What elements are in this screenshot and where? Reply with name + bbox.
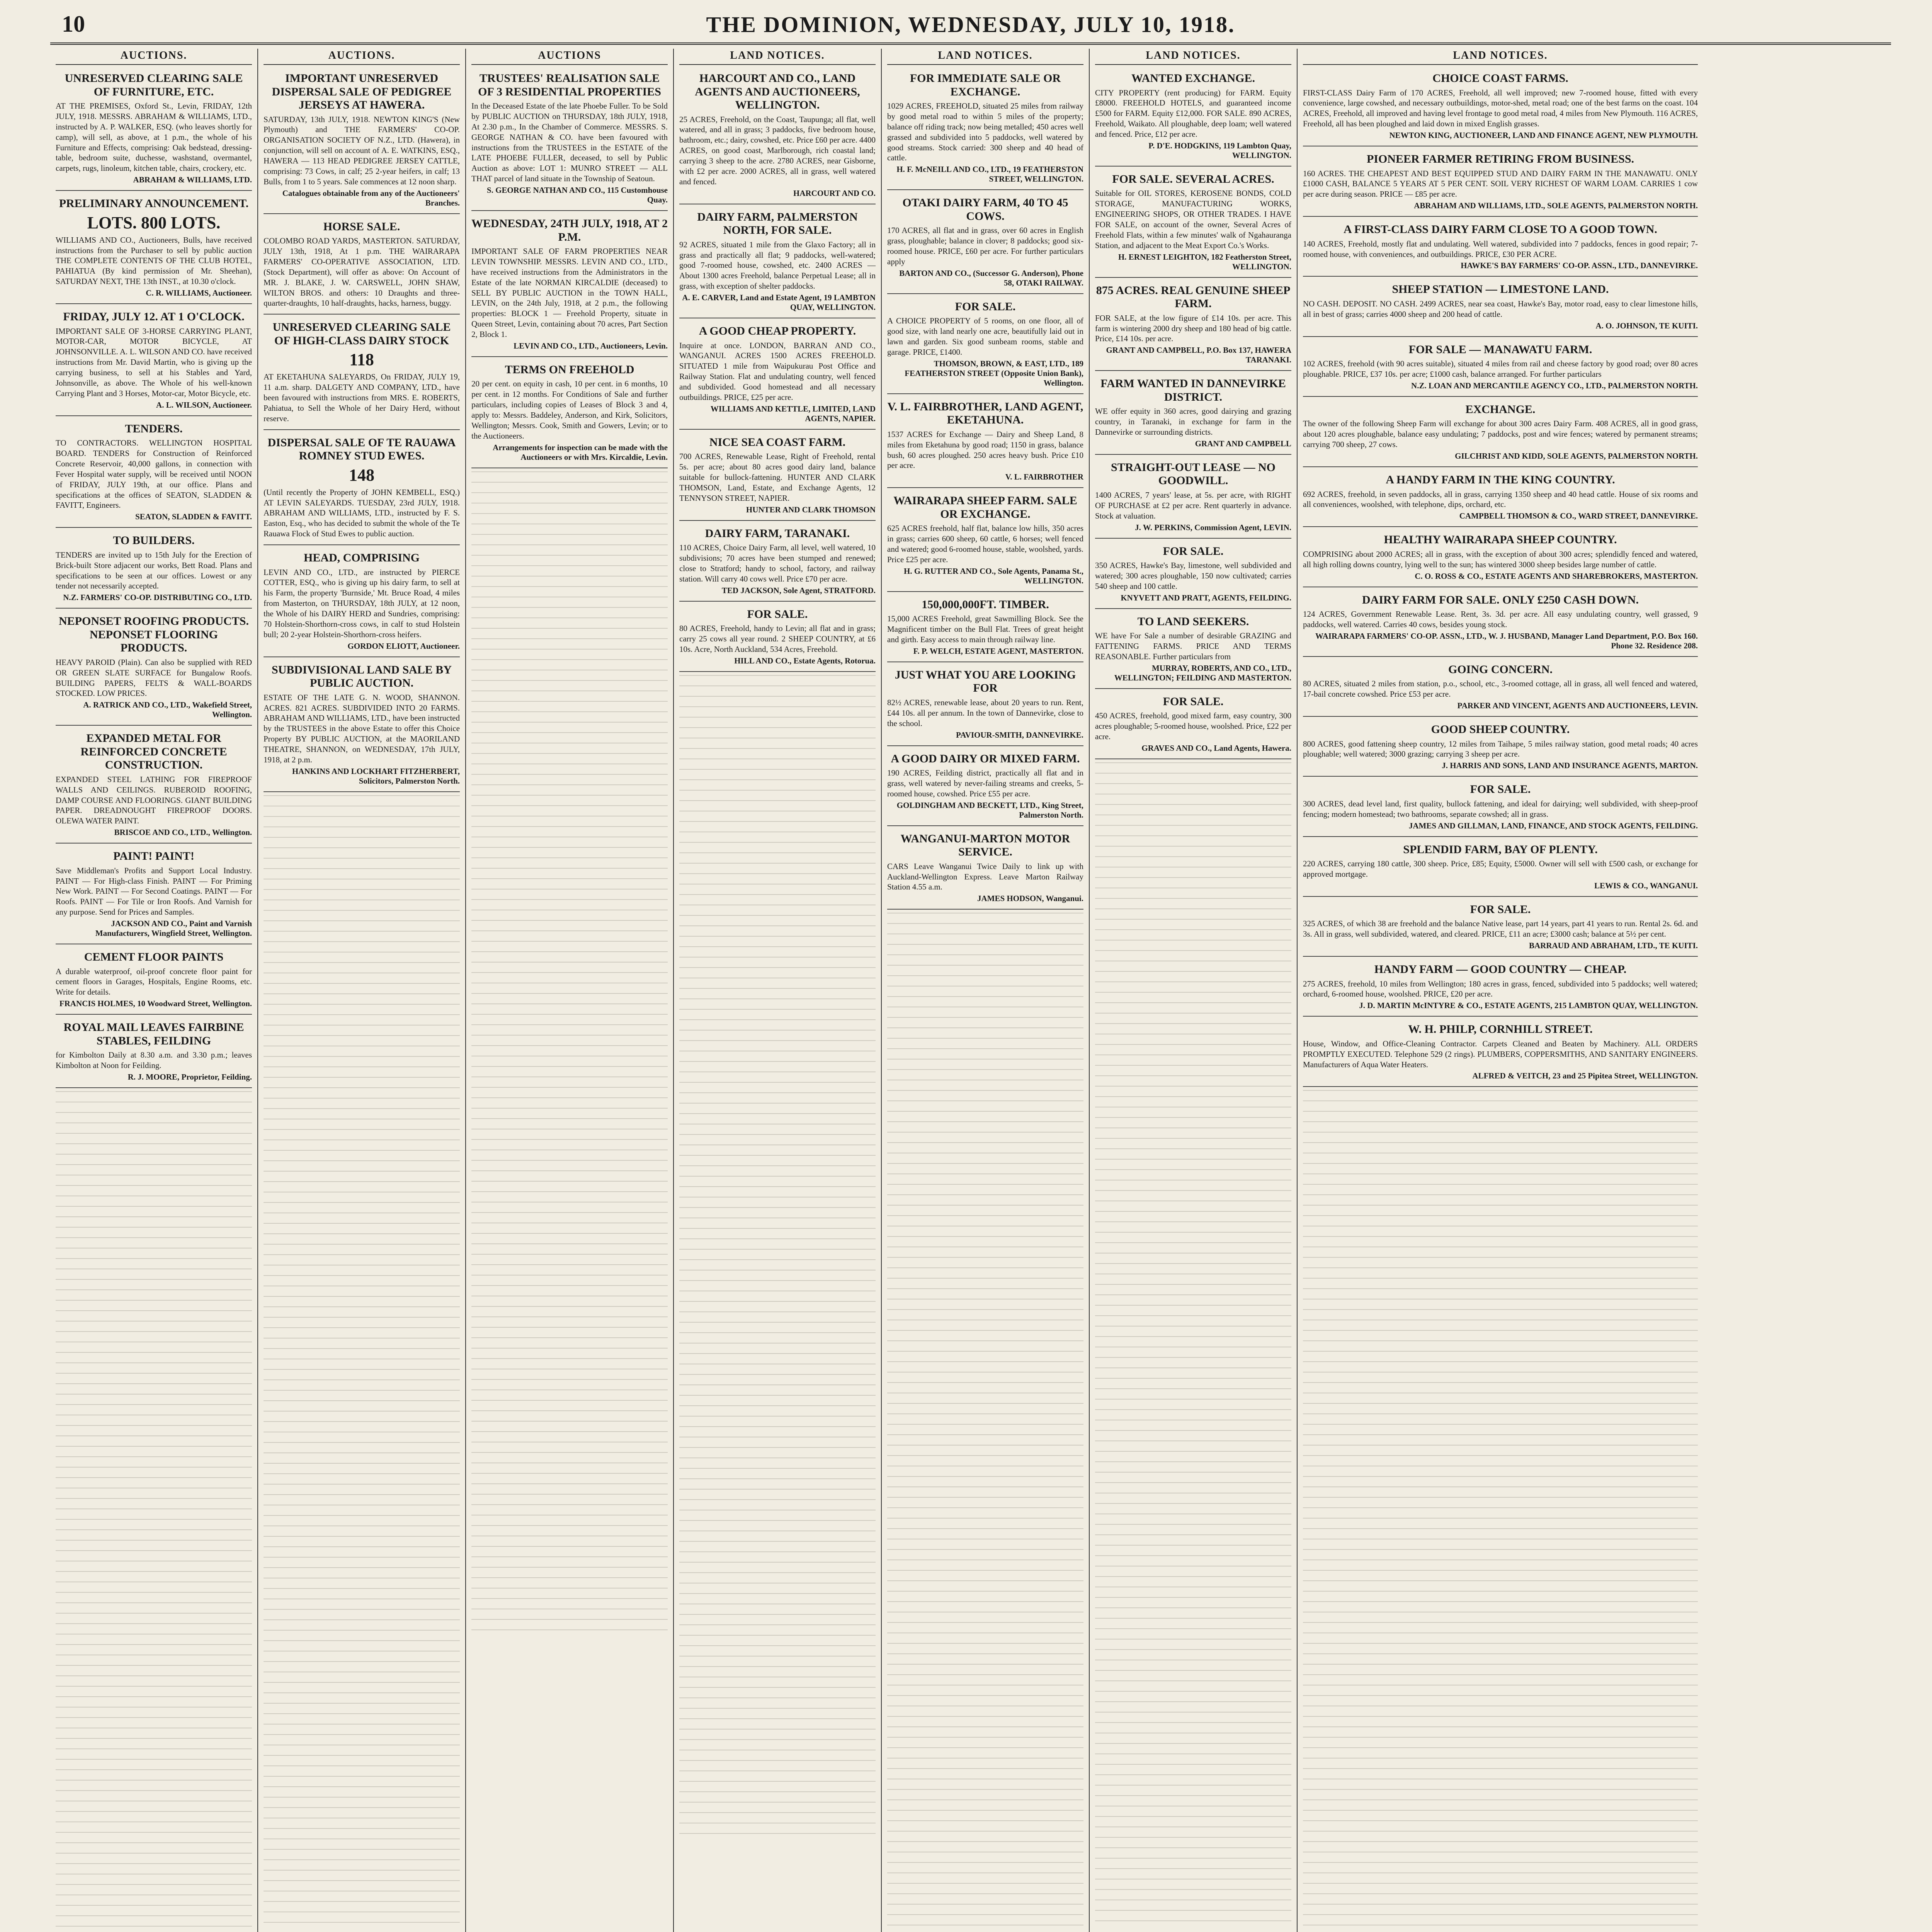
ad-body: 80 ACRES, Freehold, handy to Levin; all flat and in grass; carry 25 cows all year round. 2 SHEEP COUNTRY, at £6 10s. Acre, North Auckland, 534 Acres, Freehold. — [679, 624, 876, 654]
advertisement — [887, 69, 1083, 190]
ad-body: A durable waterproof, oil-proof concrete floor paint for cement floors in Garages, Hospitals, Engine Rooms, etc. Write for details. — [56, 966, 252, 997]
advertisement — [887, 595, 1083, 662]
advertisement — [1303, 220, 1698, 277]
ad-heading: SUBDIVISIONAL LAND SALE BY PUBLIC AUCTION. — [272, 663, 452, 690]
body-text-lines — [56, 1091, 252, 1932]
ad-heading: V. L. FAIRBROTHER, LAND AGENT, EKETAHUNA. — [887, 400, 1083, 427]
ad-signature: WILLIAMS AND KETTLE, LIMITED, LAND AGENTS, NAPIER. — [710, 404, 876, 423]
ad-heading: IMPORTANT UNRESERVED DISPERSAL SALE OF PEDIGREE JERSEYS AT HAWERA. — [272, 72, 452, 111]
ad-heading: DAIRY FARM, PALMERSTON NORTH, FOR SALE. — [697, 210, 858, 237]
advertisement — [264, 318, 460, 430]
column-heading: LAND NOTICES. — [1303, 49, 1698, 65]
ad-heading: SHEEP STATION — LIMESTONE LAND. — [1392, 283, 1609, 296]
ad-body: (Until recently the Property of JOHN KEMBELL, ESQ.) AT LEVIN SALEYARDS. TUESDAY, 23rd JULY, 1918. ABRAHAM AND WILLIAMS, LTD., instructed by F. S. Easton, Esq., who has decided to submit the whole of the Te Rauawa Flock of Stud Ewes to public auction. — [264, 487, 460, 539]
ad-body: 450 ACRES, freehold, good mixed farm, easy country, 300 acres ploughable; 5-roomed house, woolshed. Price, £22 per acre. — [1095, 711, 1291, 741]
advertisement — [56, 194, 252, 304]
ad-heading: STRAIGHT-OUT LEASE — NO GOODWILL. — [1111, 461, 1276, 487]
ad-heading: CHOICE COAST FARMS. — [1432, 72, 1568, 85]
ad-signature: HANKINS AND LOCKHART FITZHERBERT, Solicitors, Palmerston North. — [292, 766, 460, 786]
ad-heading: HEALTHY WAIRARAPA SHEEP COUNTRY. — [1384, 533, 1617, 546]
ad-heading: DISPERSAL SALE OF TE RAUAWA ROMNEY STUD EWES. — [267, 436, 456, 463]
ad-heading: A FIRST-CLASS DAIRY FARM CLOSE TO A GOOD TOWN. — [1344, 223, 1657, 236]
advertisement — [1303, 530, 1698, 587]
ad-heading: FOR IMMEDIATE SALE OR EXCHANGE. — [910, 72, 1061, 98]
ad-signature: JACKSON AND CO., Paint and Varnish Manufacturers, Wingfield Street, Wellington. — [95, 919, 252, 938]
ad-signature: ALFRED & VEITCH, 23 and 25 Pipitea Street, WELLINGTON. — [1472, 1071, 1698, 1081]
ad-heading: HARCOURT AND CO., LAND AGENTS AND AUCTIONEERS, WELLINGTON. — [695, 72, 860, 111]
ad-body: In the Deceased Estate of the late Phoebe Fuller. To be Sold by PUBLIC AUCTION on THURSDAY, 18th JULY, 1918, At 2.30 p.m., In the Chamber of Commerce. MESSRS. S. GEORGE NATHAN & CO. have been favoured with instructions from the TRUSTEES in the ESTATE of the LATE PHOEBE FULLER, deceased, to sell by Public Auction as above: LOT 1: MUNRO STREET — ALL THAT parcel of land situate in the Township of Seatoun. — [471, 101, 668, 184]
ad-signature: C. O. ROSS & CO., ESTATE AGENTS AND SHAREBROKERS, MASTERTON. — [1415, 571, 1698, 581]
ad-heading: FOR SALE. — [1163, 695, 1224, 708]
advertisement — [1095, 692, 1291, 759]
ad-signature: GILCHRIST AND KIDD, SOLE AGENTS, PALMERSTON NORTH. — [1455, 451, 1698, 461]
ad-signature: HUNTER AND CLARK THOMSON — [746, 505, 876, 514]
advertisement — [264, 217, 460, 315]
ad-body: 80 ACRES, situated 2 miles from station, p.o., school, etc., 3-roomed cottage, all in grass, all well fenced and watered, 17-bail concrete cowshed. Price £53 per acre. — [1303, 679, 1698, 699]
ad-signature: LEWIS & CO., WANGANUI. — [1594, 881, 1698, 890]
ad-heading: A GOOD DAIRY OR MIXED FARM. — [891, 752, 1080, 765]
ad-signature: TED JACKSON, Sole Agent, STRATFORD. — [721, 585, 876, 595]
ad-body: AT EKETAHUNA SALEYARDS, On FRIDAY, JULY 19, 11 a.m. sharp. DALGETY AND COMPANY, LTD., have been favoured with instructions from MRS. E. ROBERTS, Pahiatua, to Sell the Whole of her Dairy Herd, without reserve. — [264, 372, 460, 423]
ad-heading: UNRESERVED CLEARING SALE OF HIGH-CLASS DAIRY STOCK — [272, 321, 451, 347]
ad-display-figure: LOTS. 800 LOTS. — [87, 213, 221, 232]
ad-body: 102 ACRES, freehold (with 90 acres suitable), situated 4 miles from rail and cheese factory by good road; over 80 acres ploughable. PRICE, £37 10s. per acre; £1000 cash, balance arranged. For further particulars — [1303, 359, 1698, 379]
advertisement — [1095, 458, 1291, 539]
advertisement — [1303, 69, 1698, 146]
page-number: 10 — [62, 11, 85, 37]
ad-body: AT THE PREMISES, Oxford St., Levin, FRIDAY, 12th JULY, 1918. MESSRS. ABRAHAM & WILLIAMS, LTD., instructed by A. P. WALKER, ESQ. (who leaves shortly for camp), will sell, as above, at 1 p.m., the whole of his Furniture and Effects, comprising: Oak bedstead, dressing-table, bedroom suite, duchesse, washstand, overmantel, carpets, rugs, linoleum, kitchen table, chairs, crockery, etc. — [56, 101, 252, 173]
ad-signature: P. D'E. HODGKINS, 119 Lambton Quay, WELLINGTON. — [1148, 141, 1291, 160]
ad-body: 124 ACRES, Government Renewable Lease. Rent, 3s. 3d. per acre. All easy undulating country, well grassed, 9 paddocks, well watered. Carries 40 cows, besides young stock. — [1303, 609, 1698, 629]
ad-heading: PRELIMINARY ANNOUNCEMENT. — [59, 197, 249, 210]
ad-heading: NEPONSET ROOFING PRODUCTS. NEPONSET FLOORING PRODUCTS. — [58, 615, 249, 655]
body-text-lines — [471, 471, 668, 1631]
ad-body: 700 ACRES, Renewable Lease, Right of Freehold, rental 5s. per acre; about 80 acres good dairy land, balance suitable for bullock-fattening. HUNTER AND CLARK THOMSON, Land, Estate, and Exchange Agents, 12 TENNYSON STREET, NAPIER. — [679, 452, 876, 503]
advertisement — [887, 297, 1083, 394]
advertisement — [264, 433, 460, 545]
ad-heading: FOR SALE. — [1163, 544, 1224, 558]
advertisement — [1303, 720, 1698, 777]
columns-container — [50, 49, 1891, 1932]
ad-body: Suitable for OIL STORES, KEROSENE BONDS, COLD STORAGE, MANUFACTURING WORKS, ENGINEERING SHOPS, OR OTHER TRADES. I HAVE FOR SALE, on account of the owner, Several Acres of Freehold Flats, within a few minutes' walk of Ngahauranga Station, and adjacent to the Meat Export Co.'s Works. — [1095, 189, 1291, 250]
ad-signature: THOMSON, BROWN, & EAST, LTD., 189 FEATHERSTON STREET (Opposite Union Bank), Wellington. — [905, 359, 1083, 388]
ad-heading: HEAD, COMPRISING — [303, 551, 420, 564]
ad-heading: ROYAL MAIL LEAVES FAIRBINE STABLES, FEILDING — [63, 1021, 244, 1047]
column-heading: LAND NOTICES. — [887, 49, 1083, 65]
advertisement — [887, 193, 1083, 294]
ad-heading: FARM WANTED IN DANNEVIRKE DISTRICT. — [1100, 377, 1286, 403]
advertisement — [1095, 374, 1291, 455]
ad-heading: WEDNESDAY, 24TH JULY, 1918, AT 2 P.M. — [471, 217, 668, 243]
ad-heading: HORSE SALE. — [323, 220, 400, 233]
body-text-lines — [887, 913, 1083, 1932]
ad-body: 1029 ACRES, FREEHOLD, situated 25 miles from railway by good metal road to within 5 miles of the property; balance off riding track; now being metalled; 450 acres well grassed and subdivided into 5 paddocks, well watered by good streams. Stock carried: 300 sheep and 40 head of cattle. — [887, 101, 1083, 163]
advertisement — [56, 1018, 252, 1088]
advertisement — [264, 660, 460, 792]
ad-body: 160 ACRES. THE CHEAPEST AND BEST EQUIPPED STUD AND DAIRY FARM IN THE MANAWATU. ONLY £1000 CASH, BALANCE 5 YEARS AT 5 PER CENT. SOIL VERY RICHEST OF WARM LOAM. CARRIES 1 cow per acre during season. PRICE — £85 per acre. — [1303, 168, 1698, 199]
ad-heading: EXCHANGE. — [1465, 403, 1536, 416]
ad-body: CARS Leave Wanganui Twice Daily to link up with Auckland-Wellington Express. Leave Marton Railway Station 4.55 a.m. — [887, 861, 1083, 892]
ad-signature: N.Z. FARMERS' CO-OP. DISTRIBUTING CO., LTD. — [63, 593, 252, 602]
ad-heading: TO BUILDERS. — [113, 534, 195, 547]
advertisement — [1303, 900, 1698, 957]
ad-heading: CEMENT FLOOR PAINTS — [84, 951, 224, 963]
ad-heading: OTAKI DAIRY FARM, 40 TO 45 COWS. — [902, 196, 1068, 223]
ad-signature: GOLDINGHAM AND BECKETT, LTD., King Street, Palmerston North. — [896, 800, 1083, 820]
ad-body: HEAVY PAROID (Plain). Can also be supplied with RED OR GREEN SLATE SURFACE for Bungalow Roofs. BUILDING PAPERS, FELTS & WALL-BOARDS STOCKED. LOW PRICES. — [56, 657, 252, 698]
ad-signature: ABRAHAM & WILLIAMS, LTD. — [133, 175, 252, 185]
advertisement — [887, 829, 1083, 910]
column-5 — [882, 49, 1090, 1932]
ad-signature: F. P. WELCH, ESTATE AGENT, MASTERTON. — [913, 646, 1083, 656]
ad-body: FIRST-CLASS Dairy Farm of 170 ACRES, Freehold, all well improved; new 7-roomed house, fitted with every convenience, large cowshed, and necessary outbuildings, motor-shed, metal road; one of the best farms on the coast. 104 ACRES, Freehold, all improved and having level frontage to good metal road, 4 miles from New Plymouth. 116 ACRES, Freehold, all has been ploughed and laid down in mixed English grasses. — [1303, 88, 1698, 129]
advertisement — [1303, 150, 1698, 217]
advertisement — [679, 524, 876, 602]
ad-body: 140 ACRES, Freehold, mostly flat and undulating. Well watered, subdivided into 7 paddocks, fences in good repair; 7-roomed house, with conveniences, and outbuildings. PRICE, £30 PER ACRE. — [1303, 239, 1698, 259]
ad-signature: H. F. McNEILL AND CO., LTD., 19 FEATHERSTON STREET, WELLINGTON. — [896, 165, 1083, 184]
ad-body: 170 ACRES, all flat and in grass, over 60 acres in English grass, ploughable; balance in clover; 8 paddocks; good six-roomed house. PRICE, £60 per acre. For further particulars apply — [887, 226, 1083, 266]
ad-body: SATURDAY, 13th JULY, 1918. NEWTON KING'S (New Plymouth) and THE FARMERS' CO-OP. ORGANISATION SOCIETY OF N.Z., LTD. (Hawera), in conjunction, will sell on account of A. E. WATKINS, ESQ., HAWERA — 113 HEAD PEDIGREE JERSEY CATTLE, comprising: 73 Cows, in calf; 25 2-year heifers, in calf; 13 Bulls, from 1 to 5 years. Sale commences at 12 noon sharp. — [264, 114, 460, 186]
ad-signature: Catalogues obtainable from any of the Auctioneers' Branches. — [282, 188, 460, 207]
ad-body: WE offer equity in 360 acres, good dairying and grazing country, in Taranaki, in exchange for farm in the Dannevirke or surrounding districts. — [1095, 406, 1291, 437]
ad-signature: A. O. JOHNSON, TE KUITI. — [1595, 321, 1698, 330]
ad-signature: GRANT AND CAMPBELL, P.O. Box 137, HAWERA TARANAKI. — [1106, 345, 1291, 365]
ad-body: IMPORTANT SALE OF FARM PROPERTIES NEAR LEVIN TOWNSHIP. MESSRS. LEVIN AND CO., LTD., have received instructions from the Administrators in the Estate of the late NORMAN KIRCALDIE (deceased) to SELL BY PUBLIC AUCTION in the TOWN HALL, LEVIN, on the 24th July, 1918, at 2 p.m., the following properties: BLOCK 1 — Freehold Property, situate in Queen Street, Levin, containing about 70 acres, Part Section 2, Block 1. — [471, 247, 668, 339]
ad-signature: S. GEORGE NATHAN AND CO., 115 Customhouse Quay. — [486, 185, 668, 204]
ad-signature: ABRAHAM AND WILLIAMS, LTD., SOLE AGENTS, PALMERSTON NORTH. — [1414, 201, 1698, 211]
ad-heading: FOR SALE. — [747, 607, 808, 621]
ad-body: 82½ ACRES, renewable lease, about 20 years to run. Rent, £44 10s. all per annum. In the town of Dannevirke, close to the school. — [887, 697, 1083, 728]
column-3 — [466, 49, 674, 1932]
masthead — [50, 9, 1891, 45]
ad-body: TO CONTRACTORS. WELLINGTON HOSPITAL BOARD. TENDERS for Construction of Reinforced Concrete Reservoir, 40,000 gallons, in connection with Fever Hospital water supply, will be received until NOON of FRIDAY, JULY 19th, at our office. Plans and specifications at the offices of SEATON, SLADDEN & FAVITT, Engineers. — [56, 438, 252, 510]
ad-body: Save Middleman's Profits and Support Local Industry. PAINT — For High-class Finish. PAINT — For Priming New Work. PAINT — For Second Coatings. PAINT — For Roofs. PAINT — For Tile or Iron Roofs. And Varnish for any purpose. Send for Prices and Samples. — [56, 866, 252, 917]
advertisement — [1303, 400, 1698, 467]
ad-heading: FOR SALE. — [1470, 783, 1531, 796]
advertisement — [56, 69, 252, 191]
column-7 — [1298, 49, 1703, 1932]
ad-signature: KNYVETT AND PRATT, AGENTS, FEILDING. — [1121, 593, 1291, 602]
ad-heading: TERMS ON FREEHOLD — [505, 363, 634, 376]
column-2 — [258, 49, 466, 1932]
ad-body: 275 ACRES, freehold, 10 miles from Wellington; 180 acres in grass, fenced, subdivided into 5 paddocks; well watered; orchard, 6-roomed house, woolshed. PRICE, £20 per acre. — [1303, 979, 1698, 999]
ad-heading: A GOOD CHEAP PROPERTY. — [699, 325, 856, 337]
ad-signature: MURRAY, ROBERTS, AND CO., LTD., WELLINGTON; FEILDING AND MASTERTON. — [1114, 663, 1291, 682]
ad-body: 25 ACRES, Freehold, on the Coast, Taupunga; all flat, well watered, and all in grass; 3 paddocks, five bedroom house, bathroom, etc.; dairy, cowshed, etc. Price £60 per acre. 4400 ACRES, on good coast, Marlborough, rich coastal land; carrying 3 sheep to the acre. 2780 ACRES, near Gisborne, with £2 per acre. 2000 ACRES, all in grass, well watered and fenced. — [679, 114, 876, 186]
column-heading: AUCTIONS. — [264, 49, 460, 65]
advertisement — [56, 612, 252, 726]
advertisement — [679, 69, 876, 204]
advertisement — [887, 749, 1083, 826]
advertisement — [679, 207, 876, 318]
ad-signature: JAMES HODSON, Wanganui. — [977, 894, 1083, 903]
advertisement — [1303, 960, 1698, 1017]
ad-signature: GRAVES AND CO., Land Agents, Hawera. — [1141, 743, 1291, 753]
ad-signature: R. J. MOORE, Proprietor, Feilding. — [128, 1072, 252, 1082]
ad-signature: SEATON, SLADDEN & FAVITT. — [135, 512, 252, 522]
ad-signature: HILL AND CO., Estate Agents, Rotorua. — [734, 656, 876, 665]
ad-heading: NICE SEA COAST FARM. — [709, 435, 846, 449]
ad-body: CITY PROPERTY (rent producing) for FARM. Equity £8000. FREEHOLD HOTELS, and guaranteed income £500 for FARM. Equity £12,000. FOR SALE. 890 ACRES, Freehold, Waikato. All ploughable, deep loam; well watered and fenced. Price, £12 per acre. — [1095, 88, 1291, 139]
body-text-lines — [264, 795, 460, 1932]
advertisement — [679, 433, 876, 521]
ad-body: COMPRISING about 2000 ACRES; all in grass, with the exception of about 300 acres; splendidly fenced and watered, all high rolling downs country, lying well to the sun; has wintered 3000 sheep besides large number of cattle. — [1303, 549, 1698, 569]
ad-body: 625 ACRES freehold, half flat, balance low hills, 350 acres in grass; carries 600 sheep, 60 cattle, 6 horses; well fenced and watered; good 6-roomed house, stable, woolshed, yards. Price £25 per acre. — [887, 524, 1083, 564]
ad-heading: TRUSTEES' REALISATION SALE OF 3 RESIDENTIAL PROPERTIES — [478, 72, 661, 98]
ad-heading: WANGANUI-MARTON MOTOR SERVICE. — [900, 832, 1070, 859]
advertisement — [1303, 280, 1698, 337]
ad-signature: WAIRARAPA FARMERS' CO-OP. ASSN., LTD., W. J. HUSBAND, Manager Land Department, P.O. Box 160. Phone 32. Residence 208. — [1315, 631, 1698, 650]
ad-signature: N.Z. LOAN AND MERCANTILE AGENCY CO., LTD., PALMERSTON NORTH. — [1411, 381, 1698, 390]
advertisement — [887, 665, 1083, 746]
advertisement — [471, 360, 668, 468]
ad-heading: TENDERS. — [125, 422, 183, 435]
ad-heading: W. H. PHILP, CORNHILL STREET. — [1408, 1023, 1593, 1036]
ad-body: ESTATE OF THE LATE G. N. WOOD, SHANNON. ACRES. 821 ACRES. SUBDIVIDED INTO 20 FARMS. ABRAHAM AND WILLIAMS, LTD., have been instructed by the TRUSTEES in the above Estate to offer this Choice Property BY PUBLIC AUCTION, at the MAORILAND THEATRE, SHANNON, on WEDNESDAY, 17th JULY, 1918, at 2 p.m. — [264, 692, 460, 764]
ad-signature: A. L. WILSON, Auctioneer. — [156, 400, 252, 410]
ad-body: A CHOICE PROPERTY of 5 rooms, on one floor, all of good size, with land nearly one acre, beautifully laid out in lawn and garden. Six good sunbeam rooms, stable and garage. PRICE, £1400. — [887, 316, 1083, 357]
ad-signature: NEWTON KING, AUCTIONEER, LAND AND FINANCE AGENT, NEW PLYMOUTH. — [1389, 131, 1698, 140]
ad-signature: J. W. PERKINS, Commission Agent, LEVIN. — [1135, 522, 1291, 532]
ad-heading: FOR SALE. — [1470, 903, 1531, 916]
advertisement — [1303, 470, 1698, 527]
advertisement — [56, 847, 252, 944]
advertisement — [1303, 340, 1698, 397]
ad-signature: CAMPBELL THOMSON & CO., WARD STREET, DANNEVIRKE. — [1459, 511, 1698, 521]
ad-heading: TO LAND SEEKERS. — [1137, 615, 1249, 628]
advertisement — [56, 729, 252, 844]
ad-body: 190 ACRES, Feilding district, practically all flat and in grass, well watered by never-failing streams and creeks, 5-roomed house, cowshed. Price £55 per acre. — [887, 768, 1083, 798]
column-heading: LAND NOTICES. — [679, 49, 876, 65]
advertisement — [56, 531, 252, 609]
ad-body: 325 ACRES, of which 38 are freehold and the balance Native lease, part 14 years, part 41 years to run. Rental 2s. 6d. and 3s. All in grass, well subdivided, watered, and cleared. PRICE, £11 an acre; £3000 cash; balance at 5½ per cent. — [1303, 919, 1698, 939]
advertisement — [264, 548, 460, 657]
ad-signature: HAWKE'S BAY FARMERS' CO-OP. ASSN., LTD., DANNEVIRKE. — [1461, 261, 1698, 270]
ad-heading: FOR SALE. — [955, 300, 1016, 313]
body-text-lines — [1095, 762, 1291, 1922]
ad-heading: EXPANDED METAL FOR REINFORCED CONCRETE CONSTRUCTION. — [80, 732, 227, 772]
ad-body: IMPORTANT SALE OF 3-HORSE CARRYING PLANT, MOTOR-CAR, MOTOR BICYCLE, AT JOHNSONVILLE. A. L. WILSON AND CO. have received instructions from Mr. David Martin, who is giving up the carrying business, to sell at his Stables and Yard, Johnsonville, as above. The Whole of his well-known Carrying Plant and 3 Horses, Motor-car, Motor Bicycle, etc. — [56, 326, 252, 398]
advertisement — [1095, 281, 1291, 371]
ad-signature: BRISCOE AND CO., LTD., Wellington. — [114, 828, 252, 837]
ad-signature: Arrangements for inspection can be made with the Auctioneers or with Mrs. Kircaldie, Levin. — [493, 442, 668, 462]
ad-heading: GOING CONCERN. — [1448, 663, 1553, 676]
ad-signature: LEVIN AND CO., LTD., Auctioneers, Levin. — [514, 341, 668, 350]
advertisement — [264, 69, 460, 214]
ad-heading: SPLENDID FARM, BAY OF PLENTY. — [1403, 843, 1598, 856]
ad-body: 692 ACRES, freehold, in seven paddocks, all in grass, carrying 1350 sheep and 40 head cattle. House of six rooms and all conveniences, woolshed, with telephone, dips, orchard, etc. — [1303, 489, 1698, 509]
ad-heading: 875 ACRES. REAL GENUINE SHEEP FARM. — [1096, 284, 1291, 310]
ad-body: NO CASH. DEPOSIT. NO CASH. 2499 ACRES, near sea coast, Hawke's Bay, motor road, easy to clear limestone hills, all in best of grass; carries 4000 sheep and 200 head of cattle. — [1303, 299, 1698, 319]
ad-body: TENDERS are invited up to 15th July for the Erection of Brick-built Store adjacent our works, Bett Road. Plans and specifications to be seen at our offices. Lowest or any tender not necessarily accepted. — [56, 550, 252, 591]
ad-heading: 150,000,000FT. TIMBER. — [922, 598, 1049, 611]
advertisement — [887, 491, 1083, 592]
advertisement — [56, 307, 252, 416]
ad-signature: PAVIOUR-SMITH, DANNEVIRKE. — [956, 730, 1083, 740]
ad-heading: DAIRY FARM FOR SALE. ONLY £250 CASH DOWN. — [1362, 593, 1639, 606]
ad-heading: GOOD SHEEP COUNTRY. — [1431, 723, 1570, 736]
advertisement — [1095, 542, 1291, 609]
ad-signature: V. L. FAIRBROTHER — [1005, 472, 1083, 482]
advertisement — [1303, 840, 1698, 897]
ad-signature: JAMES AND GILLMAN, LAND, FINANCE, AND STOCK AGENTS, FEILDING. — [1408, 821, 1698, 830]
ad-body: 1400 ACRES, 7 years' lease, at 5s. per acre, with RIGHT OF PURCHASE at £2 per acre. Rent quarterly in advance. Stock at valuation. — [1095, 490, 1291, 520]
ad-heading: WANTED EXCHANGE. — [1131, 72, 1255, 85]
ad-signature: J. D. MARTIN McINTYRE & CO., ESTATE AGENTS, 215 LAMBTON QUAY, WELLINGTON. — [1359, 1001, 1698, 1010]
ad-heading: HANDY FARM — GOOD COUNTRY — CHEAP. — [1374, 963, 1627, 976]
newspaper-title: THE DOMINION, WEDNESDAY, JULY 10, 1918. — [706, 12, 1235, 37]
ad-signature: A. RATRICK AND CO., LTD., Wakefield Street, Wellington. — [83, 700, 252, 719]
ad-body: 110 ACRES, Choice Dairy Farm, all level, well watered, 10 subdivisions; 70 acres have been stumped and renewed; close to Stratford; handy to school, factory, and railway station. Will carry 40 cows well. Price £70 per acre. — [679, 543, 876, 583]
ad-body: 350 ACRES, Hawke's Bay, limestone, well subdivided and watered; 300 acres ploughable, 150 now cultivated; carries 540 sheep and 100 cattle. — [1095, 561, 1291, 591]
ad-signature: BARRAUD AND ABRAHAM, LTD., TE KUITI. — [1529, 941, 1698, 950]
ad-heading: PAINT! PAINT! — [113, 850, 194, 863]
advertisement — [1303, 590, 1698, 657]
column-6 — [1090, 49, 1298, 1932]
ad-body: 300 ACRES, dead level land, first quality, bullock fattening, and ideal for dairying; well subdivided, with sheep-proof fencing; modern homestead; two bathrooms, separate cowshed; all in grass. — [1303, 799, 1698, 819]
ad-heading: UNRESERVED CLEARING SALE OF FURNITURE, ETC. — [65, 72, 243, 98]
advertisement — [679, 605, 876, 672]
ad-signature: FRANCIS HOLMES, 10 Woodward Street, Wellington. — [59, 999, 252, 1009]
advertisement — [471, 69, 668, 211]
advertisement — [56, 947, 252, 1015]
body-text-lines — [679, 675, 876, 1834]
ad-display-figure: 148 — [349, 465, 374, 485]
ad-heading: JUST WHAT YOU ARE LOOKING FOR — [895, 668, 1076, 695]
ad-body: House, Window, and Office-Cleaning Contractor. Carpets Cleaned and Beaten by Machinery. ALL ORDERS PROMPTLY EXECUTED. Telephone 529 (2 rings). PLUMBERS, COPPERSMITHS, AND SANITARY ENGINEERS. Manufacturers of Aqua Water Heaters. — [1303, 1039, 1698, 1069]
advertisement — [1303, 1020, 1698, 1087]
ad-heading: WAIRARAPA SHEEP FARM. SALE OR EXCHANGE. — [893, 494, 1077, 520]
ad-heading: A HANDY FARM IN THE KING COUNTRY. — [1386, 473, 1615, 486]
advertisement — [1303, 780, 1698, 837]
ad-heading: FRIDAY, JULY 12. AT 1 O'CLOCK. — [63, 310, 245, 323]
ad-body: FOR SALE, at the low figure of £14 10s. per acre. This farm is wintering 2000 dry sheep and 180 head of big cattle. Price, £14 10s. per acre. — [1095, 313, 1291, 344]
ad-signature: J. HARRIS AND SONS, LAND AND INSURANCE AGENTS, MARTON. — [1442, 761, 1698, 770]
advertisement — [1095, 170, 1291, 278]
ad-signature: C. R. WILLIAMS, Auctioneer. — [146, 288, 252, 298]
ad-body: 92 ACRES, situated 1 mile from the Glaxo Factory; all in grass and practically all flat; 9 paddocks, well-watered; good 7-roomed house, cowshed, etc. 2400 ACRES — About 1300 acres Freehold, balance Perpetual Lease; all in grass, with exception of shelter paddocks. — [679, 240, 876, 291]
ad-body: 1537 ACRES for Exchange — Dairy and Sheep Land, 8 miles from Eketahuna by good road; 1150 in grass, balance bush, 60 acres ploughed. 250 acres heavy bush. Price £10 per acre. — [887, 429, 1083, 470]
ad-signature: H. G. RUTTER AND CO., Sole Agents, Panama St., WELLINGTON. — [904, 566, 1083, 585]
ad-body: 800 ACRES, good fattening sheep country, 12 miles from Taihape, 5 miles railway station, good metal roads; 40 acres ploughable; well watered; 3000 grazing; carrying 3 sheep per acre. — [1303, 739, 1698, 759]
advertisement — [679, 321, 876, 430]
ad-body: EXPANDED STEEL LATHING FOR FIREPROOF WALLS AND CEILINGS. RUBEROID ROOFING, DAMP COURSE AND FLOORINGS. GIANT BUILDING PAPER. DREADNOUGHT FIREPROOF DOORS. OLEWA WATER PAINT. — [56, 774, 252, 826]
ad-heading: FOR SALE. SEVERAL ACRES. — [1112, 172, 1274, 185]
advertisement — [471, 214, 668, 357]
ad-heading: DAIRY FARM, TARANAKI. — [705, 527, 850, 540]
ad-signature: A. E. CARVER, Land and Estate Agent, 19 LAMBTON QUAY, WELLINGTON. — [682, 293, 876, 312]
ad-signature: BARTON AND CO., (Successor G. Anderson), Phone 58, OTAKI RAILWAY. — [899, 268, 1083, 287]
body-text-lines — [1303, 1090, 1698, 1932]
ad-signature: H. ERNEST LEIGHTON, 182 Featherston Street, WELLINGTON. — [1118, 252, 1291, 271]
column-heading: AUCTIONS — [471, 49, 668, 65]
ad-body: 20 per cent. on equity in cash, 10 per cent. in 6 months, 10 per cent. in 12 months. For Conditions of Sale and further particulars, including copies of Leases of Block 3 and 4, apply to: Messrs. Baddeley, Anderson, and Kirk, Solicitors, Wellington; Messrs. Cook, Smith and Gowers, Levin; or to the Auctioneers. — [471, 379, 668, 440]
ad-signature: PARKER AND VINCENT, AGENTS AND AUCTIONEERS, LEVIN. — [1457, 701, 1698, 710]
ad-signature: HARCOURT AND CO. — [793, 188, 876, 198]
ad-display-figure: 118 — [349, 350, 374, 369]
advertisement — [1095, 69, 1291, 167]
advertisement — [56, 419, 252, 528]
column-heading: LAND NOTICES. — [1095, 49, 1291, 65]
ad-signature: GRANT AND CAMPBELL — [1195, 439, 1291, 448]
ad-body: for Kimbolton Daily at 8.30 a.m. and 3.30 p.m.; leaves Kimbolton at Noon for Feilding. — [56, 1050, 252, 1070]
advertisement — [887, 397, 1083, 488]
column-4 — [674, 49, 882, 1932]
ad-heading: FOR SALE — MANAWATU FARM. — [1408, 343, 1592, 356]
advertisement — [1095, 612, 1291, 689]
ad-body: WE have For Sale a number of desirable GRAZING and FATTENING FARMS. PRICE AND TERMS REASONABLE. Further particulars from — [1095, 631, 1291, 661]
column-heading: AUCTIONS. — [56, 49, 252, 65]
ad-body: The owner of the following Sheep Farm will exchange for about 300 acres Dairy Farm. 408 ACRES, all in good grass, about 120 acres ploughable, balance easy undulating; 7 paddocks, post and wire fences; watered by permanent streams; carrying 700 sheep, 27 cows. — [1303, 419, 1698, 449]
ad-body: Inquire at once. LONDON, BARRAN AND CO., WANGANUI. ACRES 1500 ACRES FREEHOLD. SITUATED 1 mile from Waipukurau Post Office and Railway Station. Flat and undulating country, well fenced and subdivided. Good homestead and all necessary outbuildings. PRICE, £25 per acre. — [679, 340, 876, 402]
ad-body: LEVIN AND CO., LTD., are instructed by PIERCE COTTER, ESQ., who is giving up his dairy farm, to sell at his Farm, the property 'Burnside,' Mt. Bruce Road, 4 miles from Masterton, on THURSDAY, 18th JULY, at 12 noon, the Whole of his DAIRY HERD and Sundries, comprising: 70 Holstein-Shorthorn-cross cows, in calf to stud Holstein bull; 20 2-year Holstein-Shorthorn-cross heifers. — [264, 567, 460, 639]
advertisement — [1303, 660, 1698, 717]
column-1 — [50, 49, 258, 1932]
ad-heading: PIONEER FARMER RETIRING FROM BUSINESS. — [1366, 153, 1634, 165]
ad-body: 15,000 ACRES Freehold, great Sawmilling Block. See the Magnificent timber on the Bull Flat. Trees of great height and girth. Easy access to main through railway line. — [887, 614, 1083, 644]
ad-body: COLOMBO ROAD YARDS, MASTERTON. SATURDAY, JULY 13th, 1918, At 1 p.m. THE WAIRARAPA FARMERS' CO-OPERATIVE ASSOCIATION, LTD. (Stock Department), will offer as above: On Account of MR. J. BLAKE, J. W. CARSWELL, JOHN SHAW, WILTON BROS. and others: 10 Draughts and three-quarter-draughts, 10 half-draughts, hacks, harness, buggy. — [264, 236, 460, 308]
ad-body: WILLIAMS AND CO., Auctioneers, Bulls, have received instructions from the Purchaser to sell by public auction THE COMPLETE CONTENTS OF THE CLUB HOTEL, PAHIATUA (By kind permission of Mr. Sheehan), SATURDAY NEXT, THE 13th INST., at 10.30 o'clock. — [56, 235, 252, 286]
ad-signature: GORDON ELIOTT, Auctioneer. — [347, 641, 460, 651]
ad-body: 220 ACRES, carrying 180 cattle, 300 sheep. Price, £85; Equity, £5000. Owner will sell with £500 cash, or exchange for approved mortgage. — [1303, 859, 1698, 879]
